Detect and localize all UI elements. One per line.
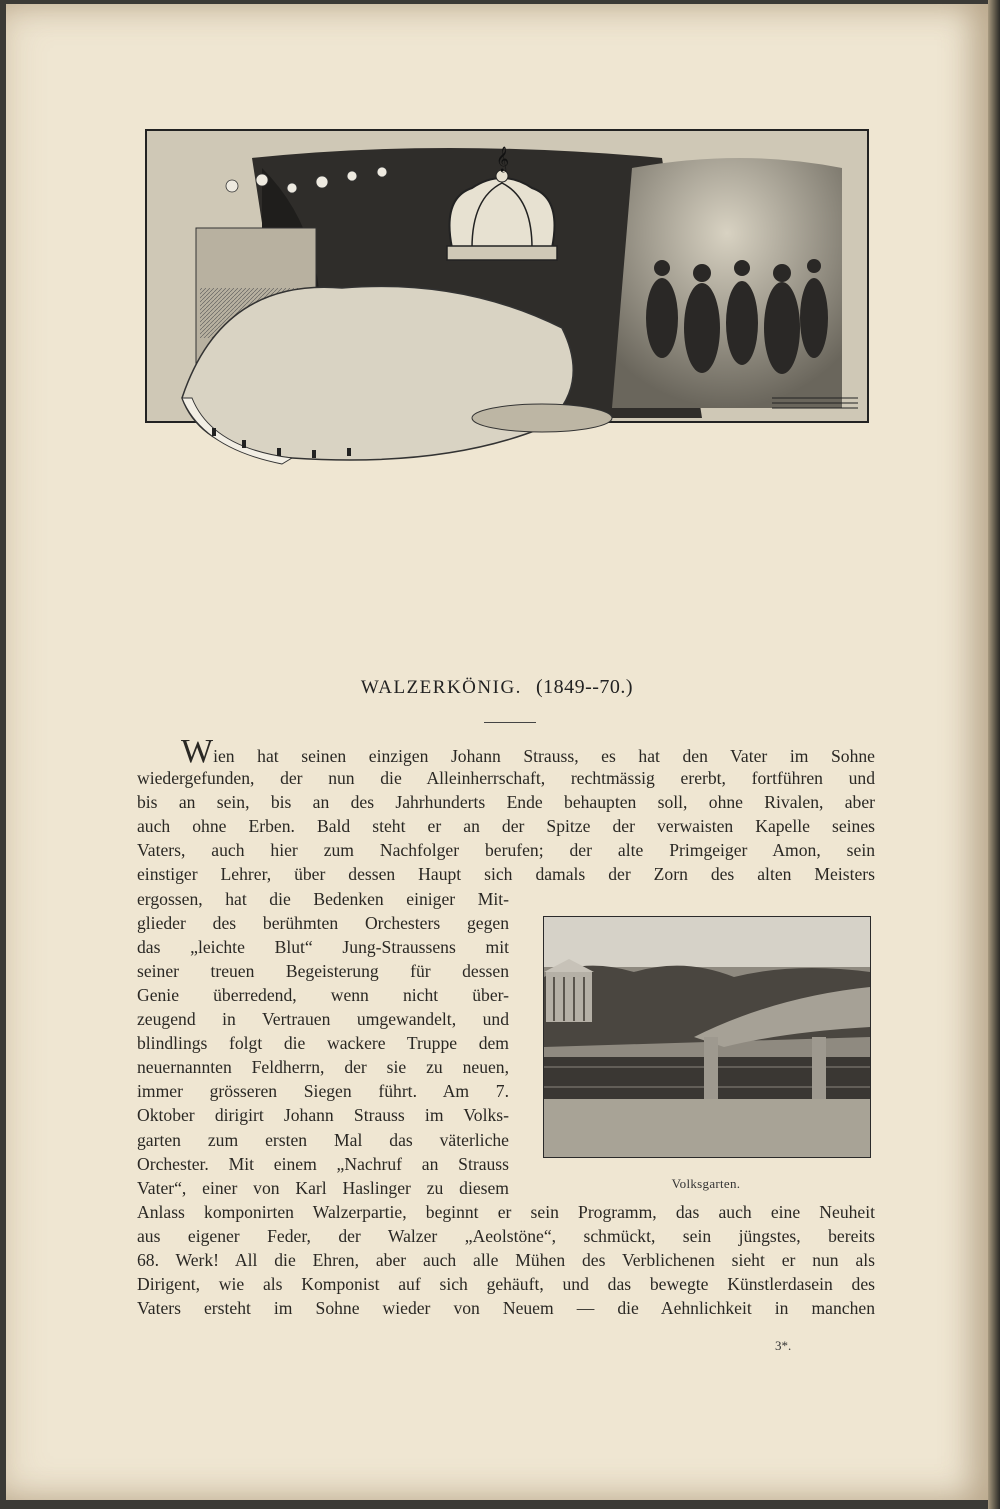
text-line: Oktober dirigirt Johann Strauss im Volks- bbox=[137, 1105, 509, 1126]
text-line: Orchester. Mit einem „Nachruf an Strauss bbox=[137, 1153, 509, 1174]
drop-cap: W bbox=[181, 733, 214, 770]
text-line: aus eigener Feder, der Walzer „Aeolstöne“, schmückt, sein jüngstes, bereits bbox=[137, 1225, 875, 1246]
text-line: Genie überredend, wenn nicht über- bbox=[137, 984, 509, 1005]
chapter-heading bbox=[6, 676, 988, 699]
text-line: blindlings folgt die wackere Truppe dem bbox=[137, 1033, 509, 1054]
chapter-title: WALZERKÖNIG. bbox=[360, 677, 522, 698]
text-line: Vater“, einer von Karl Haslinger zu diesem bbox=[137, 1177, 509, 1198]
heading-rule bbox=[484, 722, 536, 723]
book-page bbox=[6, 4, 988, 1500]
svg-text:𝄞: 𝄞 bbox=[496, 147, 510, 172]
text-line: bis an sein, bis an des Jahrhunderts Ende behaupten soll, ohne Rivalen, aber bbox=[137, 792, 875, 813]
text-line: wiedergefunden, der nun die Alleinherrschaft, rechtmässig ererbt, fortführen und bbox=[137, 768, 875, 789]
text-line: 68. Werk! All die Ehren, aber auch alle Mühen des Verblichenen sieht er nun als bbox=[137, 1249, 875, 1270]
figure-caption: Volksgarten. bbox=[671, 1176, 741, 1191]
text-line: neuernannten Feldherrn, der sie zu neuen, bbox=[137, 1057, 509, 1078]
text-line: Vaters ersteht im Sohne wieder von Neuem — die Aehnlichkeit in manchen bbox=[137, 1298, 875, 1319]
crown-ballroom-engraving bbox=[142, 128, 870, 468]
text-line: das „leichte Blut“ Jung-Straussens mit bbox=[137, 936, 509, 957]
text-line: einstiger Lehrer, über dessen Haupt sich damals der Zorn des alten Meisters bbox=[137, 864, 875, 885]
text-line: glieder des berühmten Orchesters gegen bbox=[137, 912, 509, 933]
text-line: zeugend in Vertrauen umgewandelt, und bbox=[137, 1009, 509, 1030]
volksgarten-photo bbox=[543, 916, 871, 1158]
text-line: ergossen, hat die Bedenken einiger Mit- bbox=[137, 888, 509, 909]
text-line: immer grösseren Siegen führt. Am 7. bbox=[137, 1081, 509, 1102]
book-spine-edge bbox=[988, 0, 1000, 1509]
text-line: auch ohne Erben. Bald steht er an der Spitze der verwaisten Kapelle seines bbox=[137, 816, 875, 837]
volksgarten-photo-image bbox=[544, 917, 870, 1157]
text-line: Dirigent, wie als Komponist auf sich gehäuft, und das bewegte Künstlerdasein des bbox=[137, 1274, 875, 1295]
text-line: Wien hat seinen einzigen Johann Strauss, es hat den Vater im Sohne bbox=[181, 733, 875, 770]
text-line: Anlass komponirten Walzerpartie, beginnt er sein Programm, das auch eine Neuheit bbox=[137, 1201, 875, 1222]
text-line: garten zum ersten Mal das väterliche bbox=[137, 1129, 509, 1150]
page-number: 3*. bbox=[775, 1338, 792, 1353]
text-line: Vaters, auch hier zum Nachfolger berufen; der alte Primgeiger Amon, sein bbox=[137, 840, 875, 861]
header-illustration bbox=[142, 128, 870, 468]
chapter-years: (1849--70.) bbox=[535, 676, 634, 698]
text-line: seiner treuen Begeisterung für dessen bbox=[137, 960, 509, 981]
